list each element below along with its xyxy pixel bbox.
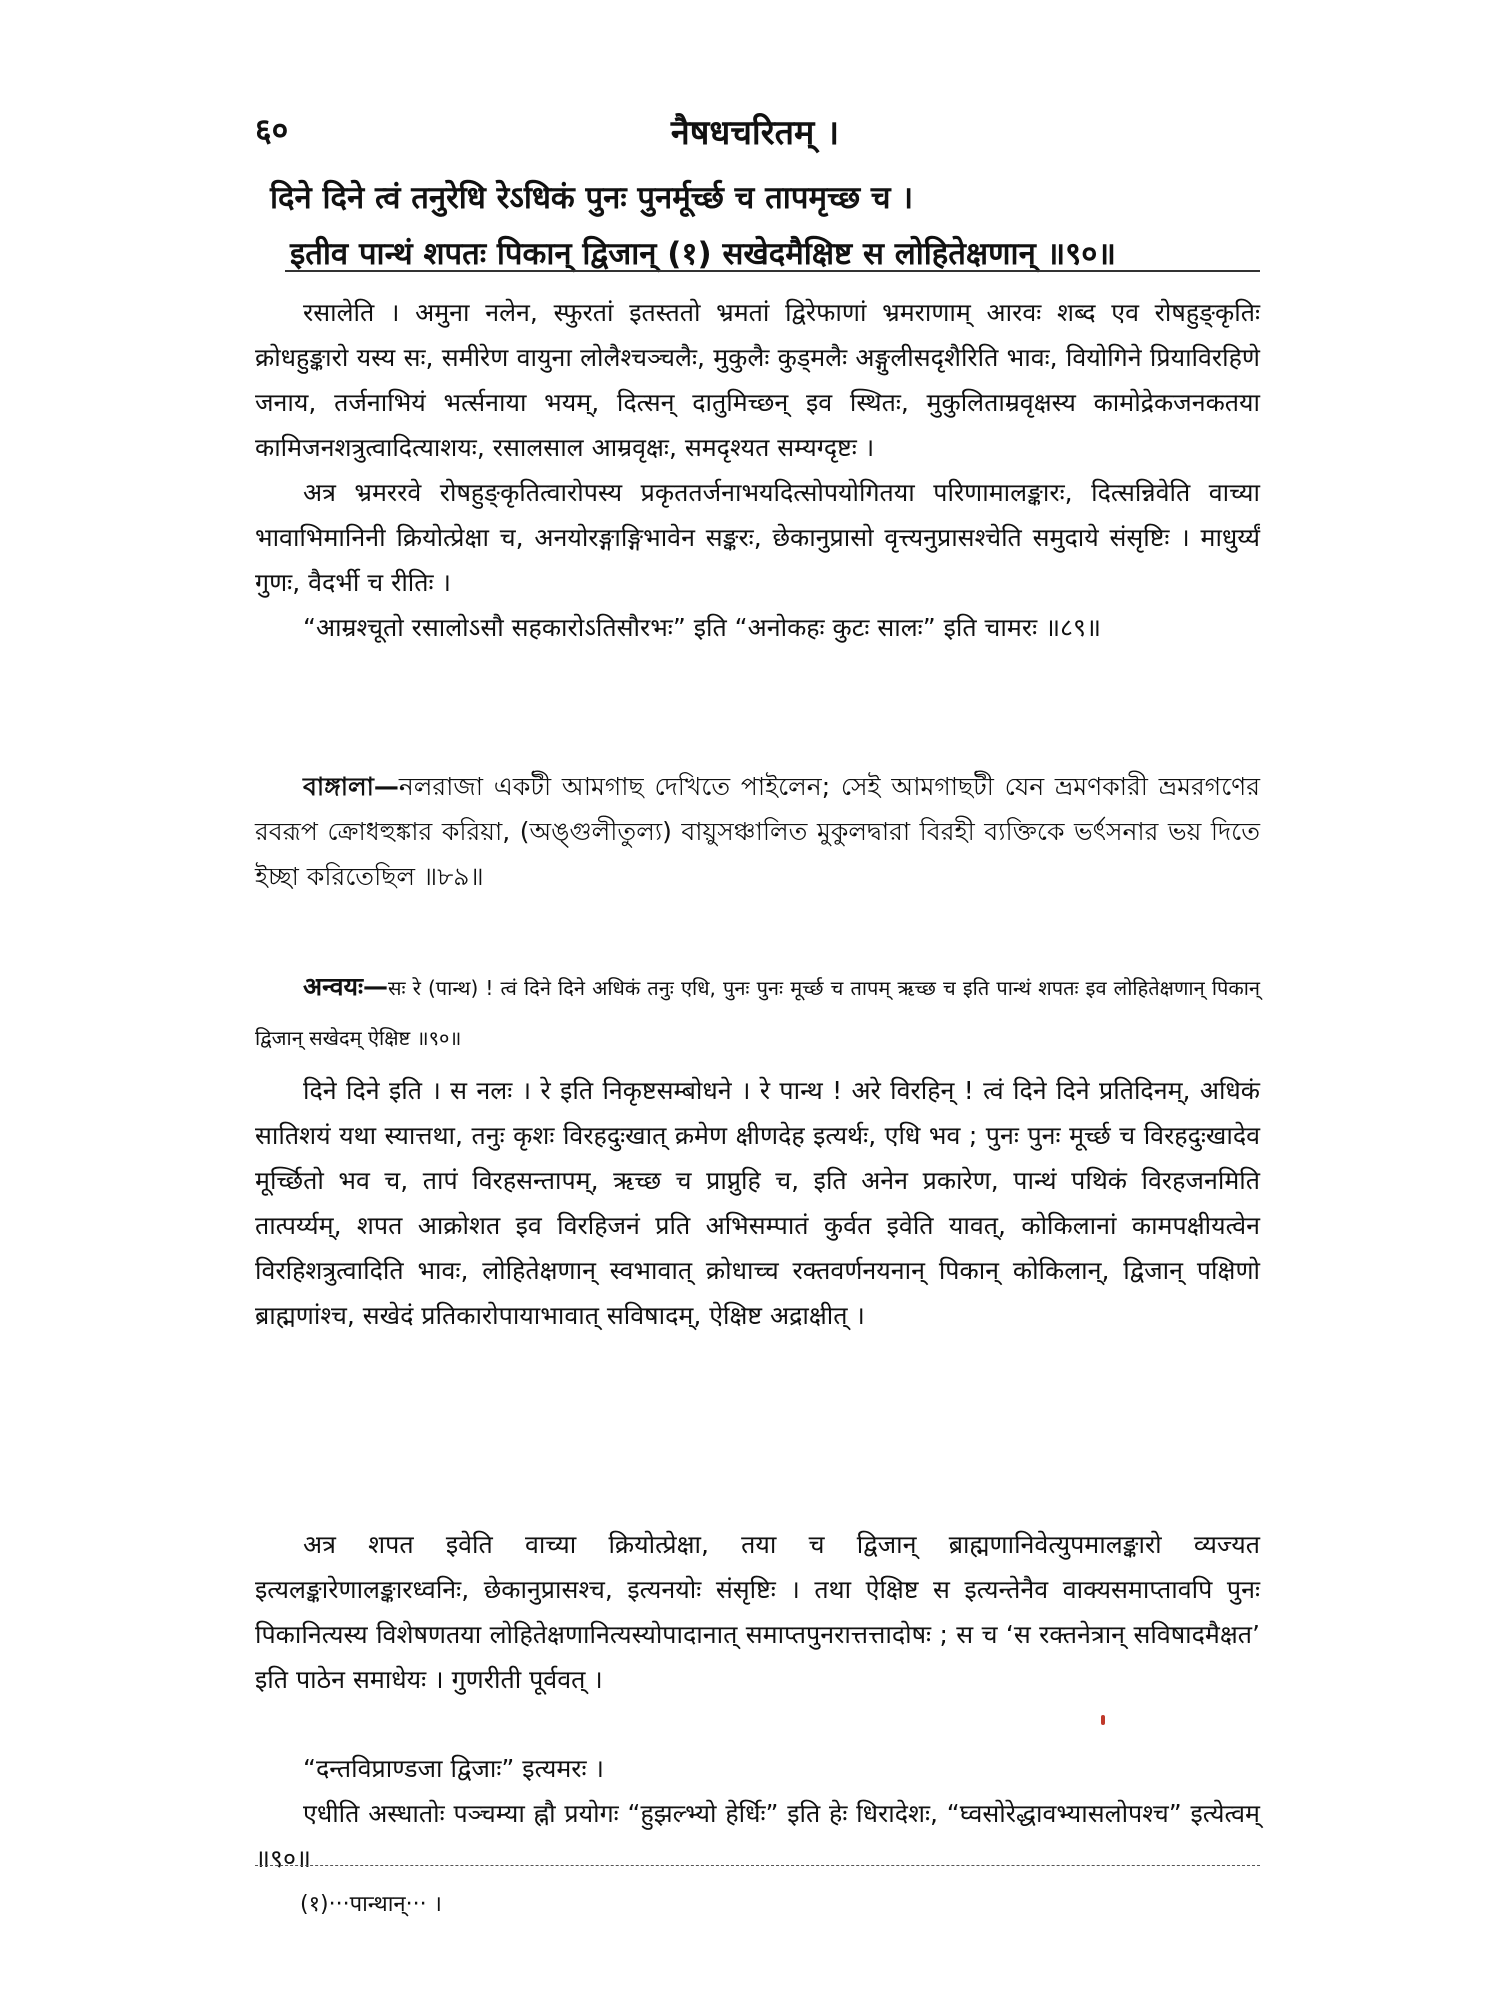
verse-underline (285, 270, 1260, 272)
anvaya-label: अन्वयः— (303, 972, 389, 1001)
commentary-90 (255, 1068, 1260, 1338)
anvaya-section (255, 962, 1260, 1063)
footnote-rule (255, 1865, 1260, 1866)
bangla-translation (255, 764, 1260, 899)
commentary-paragraph: अत्र शपत इवेति वाच्या क्रियोत्प्रेक्षा, तया च द्विजान् ब्राह्मणानिवेत्युपमालङ्कारो व्यज्यत इत्यलङ्कारेणालङ्कारध्वनिः, छेकानुप्रासश्च, इत्यनयोः संसृष्टिः । तथा ऐक्षिष्ट स इत्यन्तेनैव वाक्यसमाप्तावपि पुनः पिकानित्यस्य विशेषणतया लोहितेक्षणानित्यस्योपादानात् समाप्तपुनरात्तत्तादोषः ; स च ‘स रक्तनेत्रान् सविषादमैक्षत’ इति पाठेन समाधेयः । गुणरीती पूर्ववत् । (255, 1530, 1260, 1694)
anvaya-text: सः रे (पान्थ) ! त्वं दिने दिने अधिकं तनुः एधि, पुनः पुनः मूर्च्छ च तापम् ऋच्छ च इति पान्थं शपतः इव लोहितेक्षणान् पिकान् द्विजान् सखेदम् ऐक्षिष्ट ॥९०॥ (255, 976, 1260, 1050)
verse-line-2: इतीव पान्थं शपतः पिकान् द्विजान् (१) सखेदमैक्षिष्ट स लोहितेक्षणान् ॥९०॥ (290, 236, 1116, 272)
commentary-paragraph: दिने दिने इति । स नलः । रे इति निकृष्टसम्बोधने । रे पान्थ ! अरे विरहिन् ! त्वं दिने दिने प्रतिदिनम्, अधिकं सातिशयं यथा स्यात्तथा, तनुः कृशः विरहदुःखात् क्रमेण क्षीणदेह इत्यर्थः, एधि भव ; पुनः पुनः मूर्च्छ च विरहदुःखादेव मूर्च्छितो भव च, तापं विरहसन्तापम्, ऋच्छ च प्राप्नुहि च, इति अनेन प्रकारेण, पान्थं पथिकं विरहजनमिति तात्पर्य्यम्, शपत आक्रोशत इव विरहिजनं प्रति अभिसम्पातं कुर्वत इवेति यावत्, कोकिलानां कामपक्षीयत्वेन विरहिशत्रुत्वादिति भावः, लोहितेक्षणान् स्वभावात् क्रोधाच्च रक्तवर्णनयनान् पिकान् कोकिलान्, द्विजान् पक्षिणो ब्राह्मणांश्च, सखेदं प्रतिकारोपायाभावात् सविषादम्, ऐक्षिष्ट अद्राक्षीत् । (255, 1076, 1260, 1330)
page-number: ६० (255, 111, 289, 149)
commentary-paragraph: एधीति अस्धातोः पञ्चम्या ह्नौ प्रयोगः “हुझल्भ्यो हेर्धिः” इति हेः धिरादेशः, “घ्वसोरेद्धावभ्यासलोपश्च” इत्येत्वम् ॥९०॥ (255, 1799, 1260, 1873)
commentary-90-notes (255, 1746, 1260, 1881)
running-title: नैषधचरितम् । (670, 113, 840, 153)
commentary-paragraph: अत्र भ्रमररवे रोषहुङ्कृतित्वारोपस्य प्रकृततर्जनाभयदित्सोपयोगितया परिणामालङ्कारः, दित्सन्निवेति वाच्या भावाभिमानिनी क्रियोत्प्रेक्षा च, अनयोरङ्गाङ्गिभावेन सङ्करः, छेकानुप्रासो वृत्त्यनुप्रासश्चेति समुदाये संसृष्टिः । माधुर्य्यं गुणः, वैदर्भी च रीतिः । (255, 478, 1260, 597)
footnote: (१)···पान्थान्··· । (300, 1892, 442, 1917)
bangla-text: নলরাজা একটী আমগাছ দেখিতে পাইলেন; সেই আমগাছটী যেন ভ্রমণকারী ভ্রমরগণের রবরূপ ক্রোধহুঙ্কার করিয়া, (অঙ্গুলীতুল্য) বায়ুসঞ্চালিত মুকুলদ্বারা বিরহী ব্যক্তিকে ভর্ৎসনার ভয় দিতে ইচ্ছা করিতেছিল ॥৮৯॥ (255, 772, 1260, 891)
bangla-label: বাঙ্গালা— (303, 772, 399, 801)
commentary-90-alankara (255, 1522, 1260, 1702)
commentary-89 (255, 290, 1260, 650)
commentary-paragraph: “दन्तविप्राण्डजा द्विजाः” इत्यमरः । (303, 1754, 604, 1783)
commentary-paragraph: “आम्रश्चूतो रसालोऽसौ सहकारोऽतिसौरभः” इति “अनोकहः कुटः सालः” इति चामरः ॥८९॥ (303, 613, 1102, 642)
verse-line-1: दिने दिने त्वं तनुरेधि रेऽधिकं पुनः पुनर्मूर्च्छ च तापमृच्छ च । (270, 180, 914, 216)
ink-mark (1101, 1715, 1105, 1725)
page-header (255, 108, 1255, 158)
commentary-paragraph: रसालेति । अमुना नलेन, स्फुरतां इतस्ततो भ्रमतां द्विरेफाणां भ्रमराणाम् आरवः शब्द एव रोषहुङ्कृतिः क्रोधहुङ्कारो यस्य सः, समीरेण वायुना लोलैश्चञ्चलैः, मुकुलैः कुड्मलैः अङ्गुलीसदृशैरिति भावः, वियोगिने प्रियाविरहिणे जनाय, तर्जनाभियं भर्त्सनाया भयम्, दित्सन् दातुमिच्छन् इव स्थितः, मुकुलिताम्रवृक्षस्य कामोद्रेकजनकतया कामिजनशत्रुत्वादित्याशयः, रसालसाल आम्रवृक्षः, समदृश्यत सम्यग्दृष्टः । (255, 298, 1260, 462)
